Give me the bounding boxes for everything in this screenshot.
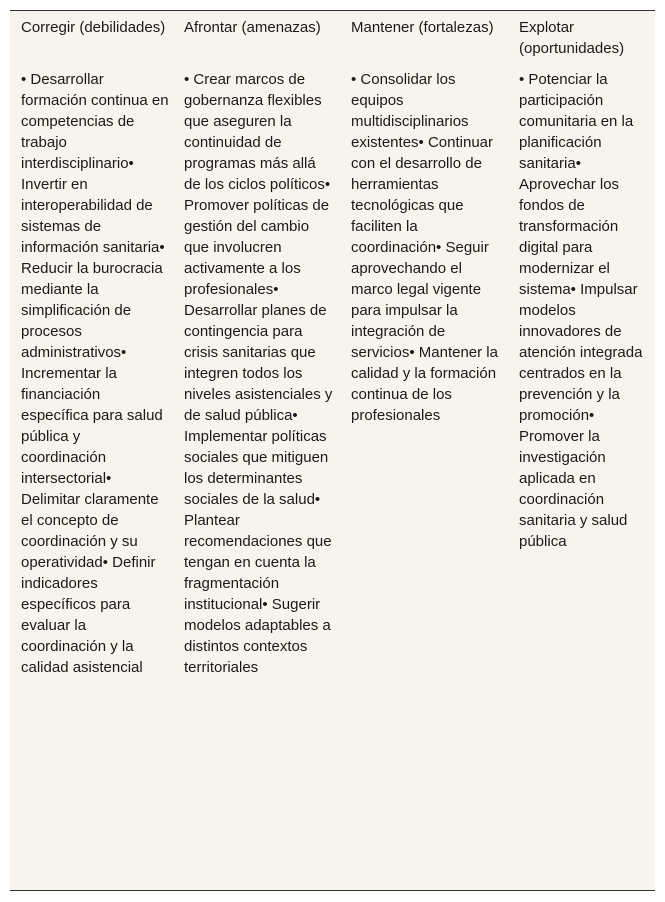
table-header-row bbox=[10, 11, 655, 69]
swot-strategy-table-container bbox=[10, 10, 655, 891]
cell-mantener: • Consolidar los equipos multidisciplinarios existentes• Continuar con el desarrollo de herramientas tecnológicas que faciliten la coordinación• Seguir aprovechando el marco legal vigente para impulsar la integración de servicios• Mantener la calidad y la formación continua de los profesionales bbox=[351, 71, 498, 424]
header-explotar: Explotar (oportunidades) bbox=[519, 19, 625, 57]
header-corregir: Corregir (debilidades) bbox=[21, 19, 166, 36]
cell-explotar: • Potenciar la participación comunitaria en la planificación sanitaria• Aprovechar los fondos de transformación digital para modernizar el sistema• Impulsar modelos innovadores de atención integrada centrados en la prevención y la promoción• Promover la investigación aplicada en coordinación sanitaria y salud pública bbox=[519, 71, 643, 550]
swot-strategy-table bbox=[10, 11, 655, 678]
header-afrontar: Afrontar (amenazas) bbox=[184, 19, 321, 36]
cell-corregir: • Desarrollar formación continua en competencias de trabajo interdisciplinario• Invertir en interoperabilidad de sistemas de información sanitaria• Reducir la burocracia mediante la simplificación de procesos administrativos• Incrementar la financiación específica para salud pública y coordinación intersectorial• Delimitar claramente el concepto de coordinación y su operatividad• Definir indicadores específicos para evaluar la coordinación y la calidad asistencial bbox=[21, 71, 169, 676]
header-mantener: Mantener (fortalezas) bbox=[351, 19, 494, 36]
cell-afrontar: • Crear marcos de gobernanza flexibles que aseguren la continuidad de programas más allá de los ciclos políticos• Promover políticas de gestión del cambio que involucren activamente a los profesionales• Desarrollar planes de contingencia para crisis sanitarias que integren todos los niveles asistenciales y de salud pública• Implementar políticas sociales que mitiguen los determinantes sociales de la salud• Plantear recomendaciones que tengan en cuenta la fragmentación institucional• Sugerir modelos adaptables a distintos contextos territoriales bbox=[184, 71, 333, 676]
table-row bbox=[10, 69, 655, 678]
